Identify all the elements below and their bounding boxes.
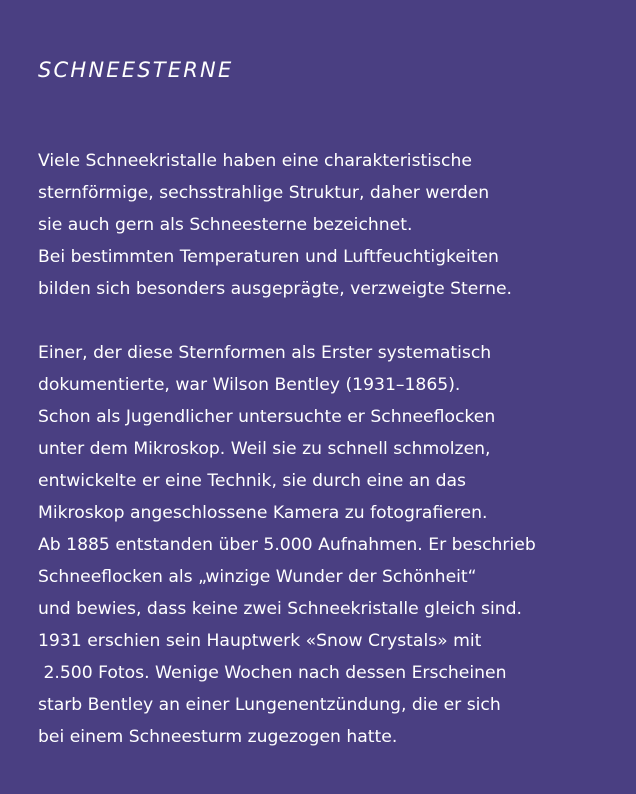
text-line: sternförmige, sechsstrahlige Struktur, daher werden bbox=[38, 183, 490, 203]
text-line: Ab 1885 entstanden über 5.000 Aufnahmen. Er beschrieb bbox=[38, 535, 536, 555]
text-line: bei einem Schneesturm zugezogen hatte. bbox=[38, 727, 398, 747]
text-line: bilden sich besonders ausgeprägte, verzweigte Sterne. bbox=[38, 279, 513, 299]
text-line: Viele Schneekristalle haben eine charakteristische bbox=[38, 151, 472, 171]
text-line: Mikroskop angeschlossene Kamera zu fotografieren. bbox=[38, 503, 488, 523]
page-title: SCHNEESTERNE bbox=[38, 58, 234, 82]
text-line: sie auch gern als Schneesterne bezeichnet. bbox=[38, 215, 413, 235]
text-line: Einer, der diese Sternformen als Erster systematisch bbox=[38, 343, 492, 363]
text-line: entwickelte er eine Technik, sie durch eine an das bbox=[38, 471, 467, 491]
text-line: 2.500 Fotos. Wenige Wochen nach dessen Erscheinen bbox=[38, 663, 507, 683]
paragraph-bentley bbox=[38, 337, 536, 753]
text-line: 1931 erschien sein Hauptwerk «Snow Crystals» mit bbox=[38, 631, 482, 651]
text-line: Schon als Jugendlicher untersuchte er Schneeflocken bbox=[38, 407, 496, 427]
text-line: dokumentierte, war Wilson Bentley (1931–1865). bbox=[38, 375, 461, 395]
text-line: unter dem Mikroskop. Weil sie zu schnell schmolzen, bbox=[38, 439, 491, 459]
text-line: starb Bentley an einer Lungenentzündung, die er sich bbox=[38, 695, 501, 715]
paragraph-intro bbox=[38, 145, 512, 305]
text-line: Schneeflocken als „winzige Wunder der Schönheit“ bbox=[38, 567, 477, 587]
text-line: und bewies, dass keine zwei Schneekristalle gleich sind. bbox=[38, 599, 523, 619]
text-line: Bei bestimmten Temperaturen und Luftfeuchtigkeiten bbox=[38, 247, 499, 267]
